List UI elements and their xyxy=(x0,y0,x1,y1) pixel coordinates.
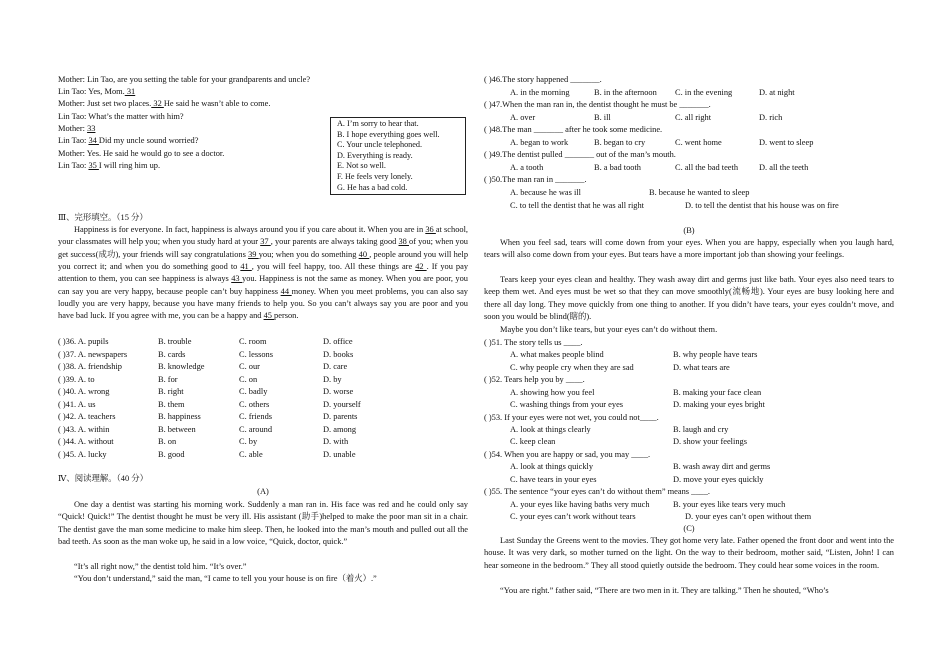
box-option: G. He has a bad cold. xyxy=(337,182,408,192)
question-row xyxy=(58,399,95,411)
blank-37[interactable]: 37 xyxy=(260,237,271,247)
cloze-text: , your parents are always taking good xyxy=(270,237,399,247)
option-c: C. by xyxy=(239,437,258,446)
option-b: B. for xyxy=(158,375,178,384)
passage-b-label: (B) xyxy=(683,226,695,235)
dialogue-line xyxy=(58,86,135,98)
question-stem[interactable]: ( )48.The man _______ after he took some medicine. xyxy=(484,125,663,134)
answer-slot[interactable]: ( )39. xyxy=(58,375,77,384)
option-c: C. badly xyxy=(239,387,268,396)
passage-a-p1: One day a dentist was starting his morning work. Suddenly a man ran in. His face was red and he could only say “Quick! Quick!” The dentist thought he must be very ill. His assistant (助手)helped to make the poor man sit in a chair. The dentist gave the man some medicine to make him sleep. Then, he looked into the man’s mouth and pulled out all the bad teeth. As soon as the man woke up, he said in a low voice, “Quick, doctor, quick.” xyxy=(58,500,468,547)
cloze-text: you; when you do something xyxy=(258,249,359,259)
option-d: D. show your feelings xyxy=(673,437,747,446)
option-d: D. among xyxy=(323,425,357,434)
cloze-text: at school, your classmates will help you; when you study hard at your xyxy=(58,225,468,247)
option-d: D. by xyxy=(323,375,342,384)
question-stem[interactable]: ( )49.The dentist pulled _______ out of the man’s mouth. xyxy=(484,150,676,159)
option-d: D. making your eyes bright xyxy=(673,400,765,409)
answer-slot[interactable]: ( )36. xyxy=(58,337,77,346)
option-c: C. lessons xyxy=(239,350,273,359)
option-d: D. your eyes can’t open without them xyxy=(685,512,812,521)
dialogue-line xyxy=(58,74,310,86)
option-d: D. rich xyxy=(759,113,783,122)
option-a: A. within xyxy=(77,425,110,434)
option-a: A. lucky xyxy=(77,450,107,459)
answer-slot[interactable]: ( )40. xyxy=(58,387,77,396)
blank-35[interactable]: 35 xyxy=(88,161,99,170)
option-a: A. your eyes like having baths very much xyxy=(510,500,650,509)
option-a: A. showing how you feel xyxy=(510,388,595,397)
option-b: B. between xyxy=(158,425,196,434)
option-c: C. keep clean xyxy=(510,437,556,446)
dialogue-text: Yes, Mom. xyxy=(86,87,125,96)
passage-b-p2: Tears keep your eyes clean and healthy. They wash away dirt and germs just like bath. Your eyes also need tears to keep them wet. And eyes must be wet so that they can move smoothly(流畅地). Your eyes are busy looking here and there all day long. They move quickly from one thing to another. If you didn’t have tears, your eyes couldn’t move, and soon you would be blind(瞎的). xyxy=(484,275,894,322)
option-d: D. with xyxy=(323,437,349,446)
dialogue-line xyxy=(58,148,224,160)
dialogue-text: He said he wasn’t able to come. xyxy=(163,99,271,108)
passage-a-label: (A) xyxy=(257,487,269,496)
option-d: D. at night xyxy=(759,88,795,97)
option-b: B. on xyxy=(158,437,177,446)
option-b: B. in the afternoon xyxy=(594,88,657,97)
option-a: A. what makes people blind xyxy=(510,350,604,359)
option-d: D. worse xyxy=(323,387,354,396)
option-a: A. a tooth xyxy=(510,163,544,172)
option-c: C. on xyxy=(239,375,258,384)
question-stem[interactable]: ( )51. The story tells us ____. xyxy=(484,338,583,347)
cloze-text: money. When you meet problems, you can also say loudly you are very happy, because you have many friends to help you. So you can’t always say you are poor and you have bad luck. If you agree with me, you can be a happy and xyxy=(58,286,468,321)
dialogue-line xyxy=(58,123,95,135)
box-option: A. I’m sorry to hear that. xyxy=(337,119,419,128)
question-row xyxy=(58,386,109,398)
option-c: C. around xyxy=(239,425,273,434)
blank-42[interactable]: 42 xyxy=(415,262,427,272)
option-a: A. in the morning xyxy=(510,88,570,97)
dialogue-line xyxy=(58,160,160,172)
cloze-text: of you; when you get success(成功), your friends will say congratulations xyxy=(58,237,468,259)
cloze-text: Happiness is for everyone. In fact, happiness is always around you if you care about it. When you are in xyxy=(74,225,426,234)
option-d: D. parents xyxy=(323,412,358,421)
speaker: Mother: xyxy=(58,149,85,158)
question-row xyxy=(58,349,127,361)
option-c: C. able xyxy=(239,450,263,459)
option-d: D. what tears are xyxy=(673,363,730,372)
box-option: B. I hope everything goes well. xyxy=(337,129,440,139)
answer-slot[interactable]: ( )37. xyxy=(58,350,77,359)
option-a: A. look at things quickly xyxy=(510,462,594,471)
option-c: C. our xyxy=(239,362,260,371)
blank-39[interactable]: 39 xyxy=(248,249,259,259)
option-c: C. all right xyxy=(675,113,712,122)
dialogue-text: Yes. He said he would go to see a doctor. xyxy=(84,149,225,158)
option-d: D. all the teeth xyxy=(759,163,809,172)
option-a: A. pupils xyxy=(77,337,109,346)
question-row xyxy=(58,336,109,348)
question-row xyxy=(58,374,95,386)
box-option: E. Not so well. xyxy=(337,161,386,171)
option-a: A. without xyxy=(77,437,114,446)
option-a: A. friendship xyxy=(77,362,122,371)
option-a: A. because he was ill xyxy=(510,188,581,197)
option-a: A. wrong xyxy=(77,387,110,396)
option-b: B. ill xyxy=(594,113,611,122)
question-row xyxy=(58,411,115,423)
option-c: C. why people cry when they are sad xyxy=(510,363,634,372)
section4-title: Ⅳ、阅读理解。（40 分） xyxy=(58,474,149,483)
option-a: A. teachers xyxy=(77,412,116,421)
blank-32[interactable]: 32 xyxy=(151,99,164,108)
option-b: B. trouble xyxy=(158,337,192,346)
dialogue-text: Lin Tao, are you setting the table for your grandparents and uncle? xyxy=(84,75,311,84)
question-stem[interactable]: ( )53. If your eyes were not wet, you could not____. xyxy=(484,413,659,422)
blank-40[interactable]: 40 xyxy=(358,249,370,259)
option-a: A. to xyxy=(77,375,95,384)
option-a: A. us xyxy=(77,400,96,409)
passage-b-p3: Maybe you don’t like tears, but your eyes can’t do without them. xyxy=(500,325,718,334)
answer-slot[interactable]: ( )41. xyxy=(58,400,77,409)
option-c: C. in the evening xyxy=(675,88,733,97)
speaker: Mother: xyxy=(58,124,85,133)
option-b: B. laugh and cry xyxy=(673,425,729,434)
cloze-text: , people around you will help you correct it; and when you do something good to xyxy=(58,249,469,272)
section3-title: Ⅲ、完形填空。（15 分） xyxy=(58,213,148,222)
option-d: D. yourself xyxy=(323,400,361,409)
speaker: Lin Tao: xyxy=(58,87,87,96)
option-b: B. a bad tooth xyxy=(594,163,641,172)
blank-43[interactable]: 43 xyxy=(231,274,243,284)
answer-slot[interactable]: ( )38. xyxy=(58,362,77,371)
question-stem[interactable]: ( )47.When the man ran in, the dentist thought he must be _______. xyxy=(484,100,711,109)
question-stem[interactable]: ( )52. Tears help you by ____. xyxy=(484,375,585,384)
blank-31[interactable]: 31 xyxy=(124,87,136,96)
option-b: B. knowledge xyxy=(158,362,205,371)
option-d: D. unable xyxy=(323,450,356,459)
option-b: B. right xyxy=(158,387,184,396)
option-b: B. because he wanted to sleep xyxy=(649,188,750,197)
option-c: C. have tears in your eyes xyxy=(510,475,597,484)
dialogue-text: Did my uncle sound worried? xyxy=(98,136,199,145)
blank-33[interactable]: 33 xyxy=(87,124,96,133)
question-row xyxy=(58,436,114,448)
option-d: D. care xyxy=(323,362,348,371)
blank-41[interactable]: 41 xyxy=(240,262,252,272)
dialogue-text: I will ring him up. xyxy=(98,161,161,170)
option-c: C. others xyxy=(239,400,270,409)
option-d: D. books xyxy=(323,350,354,359)
passage-c-p1: Last Sunday the Greens went to the movies. They got home very late. Father opened the front door and went into the house. It was very dark, so mother turned on the light. On the way to their bedroom, mother said, “Listen, John! I can hear someone in the bedroom.” They all stood quietly outside the bedroom. They could hear some voices in the room. xyxy=(484,536,894,570)
question-stem[interactable]: ( )55. The sentence “your eyes can’t do without them” means ____. xyxy=(484,487,710,496)
cloze-text: , you will feel happy, too. All these things are xyxy=(251,262,416,272)
option-b: B. wash away dirt and germs xyxy=(673,462,771,471)
speaker: Mother: xyxy=(58,75,85,84)
answer-slot[interactable]: ( )43. xyxy=(58,425,77,434)
option-b: B. happiness xyxy=(158,412,201,421)
option-c: C. your eyes can’t work without tears xyxy=(510,512,636,521)
passage-b-p1: When you feel sad, tears will come down from your eyes. When you are happy, especially when you laugh hard, tears will also come down from your eyes. But tears have a more important job than showing your feelings. xyxy=(484,238,894,260)
option-a: A. newspapers xyxy=(77,350,128,359)
options-box xyxy=(330,117,466,195)
cloze-text: person. xyxy=(274,311,299,321)
option-d: D. to tell the dentist that his house was on fire xyxy=(685,201,839,210)
option-b: B. making your face clean xyxy=(673,388,762,397)
box-option: D. Everything is ready. xyxy=(337,150,413,160)
dialogue-line xyxy=(58,98,270,110)
answer-slot[interactable]: ( )42. xyxy=(58,412,77,421)
question-stem[interactable]: ( )50.The man ran in _______. xyxy=(484,175,587,184)
cloze-text: you. Happiness is not the same as money. When you are poor, you can say you are very happy, because people can’t buy happiness xyxy=(58,274,468,296)
blank-34[interactable]: 34 xyxy=(88,136,99,145)
question-row xyxy=(58,449,107,461)
blank-36[interactable]: 36 xyxy=(425,225,436,234)
cloze-text: . If you pay attention to them, you can see happiness is always xyxy=(58,262,469,284)
blank-38[interactable]: 38 xyxy=(398,237,409,247)
question-stem[interactable]: ( )54. When you are happy or sad, you may ____. xyxy=(484,450,651,459)
option-b: B. why people have tears xyxy=(673,350,758,359)
dialogue-line xyxy=(58,111,184,123)
passage-a-p2: “It’s all right now,” the dentist told him. “It’s over.” xyxy=(74,562,247,571)
option-b: B. began to cry xyxy=(594,138,646,147)
option-d: D. move your eyes quickly xyxy=(673,475,764,484)
option-a: A. began to work xyxy=(510,138,569,147)
passage-c-p2: “You are right.” father said, “There are two men in it. They are talking.” Then he shouted, “Who’s xyxy=(500,586,829,595)
speaker: Lin Tao: xyxy=(58,161,87,170)
question-stem[interactable]: ( )46.The story happened _______. xyxy=(484,75,602,84)
speaker: Lin Tao: xyxy=(58,112,87,121)
option-a: A. look at things clearly xyxy=(510,425,591,434)
option-c: C. went home xyxy=(675,138,722,147)
option-c: C. all the bad teeth xyxy=(675,163,739,172)
question-row xyxy=(58,424,109,436)
option-c: C. friends xyxy=(239,412,273,421)
option-c: C. washing things from your eyes xyxy=(510,400,624,409)
dialogue-text: Just set two places. xyxy=(84,99,152,108)
blank-45[interactable]: 45 xyxy=(263,311,275,321)
speaker: Lin Tao: xyxy=(58,136,87,145)
question-row xyxy=(58,361,122,373)
option-b: B. good xyxy=(158,450,185,459)
box-option: F. He feels very lonely. xyxy=(337,171,413,181)
passage-c-label: (C) xyxy=(683,524,695,533)
option-d: D. went to sleep xyxy=(759,138,814,147)
option-c: C. room xyxy=(239,337,267,346)
answer-slot[interactable]: ( )44. xyxy=(58,437,77,446)
option-b: B. your eyes like tears very much xyxy=(673,500,786,509)
passage-a-p3: “You don’t understand,” said the man, “I came to tell you your house is on fire（着火）.” xyxy=(74,574,377,583)
dialogue-text: What’s the matter with him? xyxy=(86,112,184,121)
option-d: D. office xyxy=(323,337,353,346)
cloze-passage xyxy=(58,224,468,323)
box-option: C. Your uncle telephoned. xyxy=(337,140,423,150)
option-b: B. cards xyxy=(158,350,186,359)
speaker: Mother: xyxy=(58,99,85,108)
option-a: A. over xyxy=(510,113,536,122)
option-b: B. them xyxy=(158,400,185,409)
blank-44[interactable]: 44 xyxy=(280,286,292,296)
dialogue-line xyxy=(58,135,198,147)
option-c: C. to tell the dentist that he was all right xyxy=(510,201,644,210)
answer-slot[interactable]: ( )45. xyxy=(58,450,77,459)
